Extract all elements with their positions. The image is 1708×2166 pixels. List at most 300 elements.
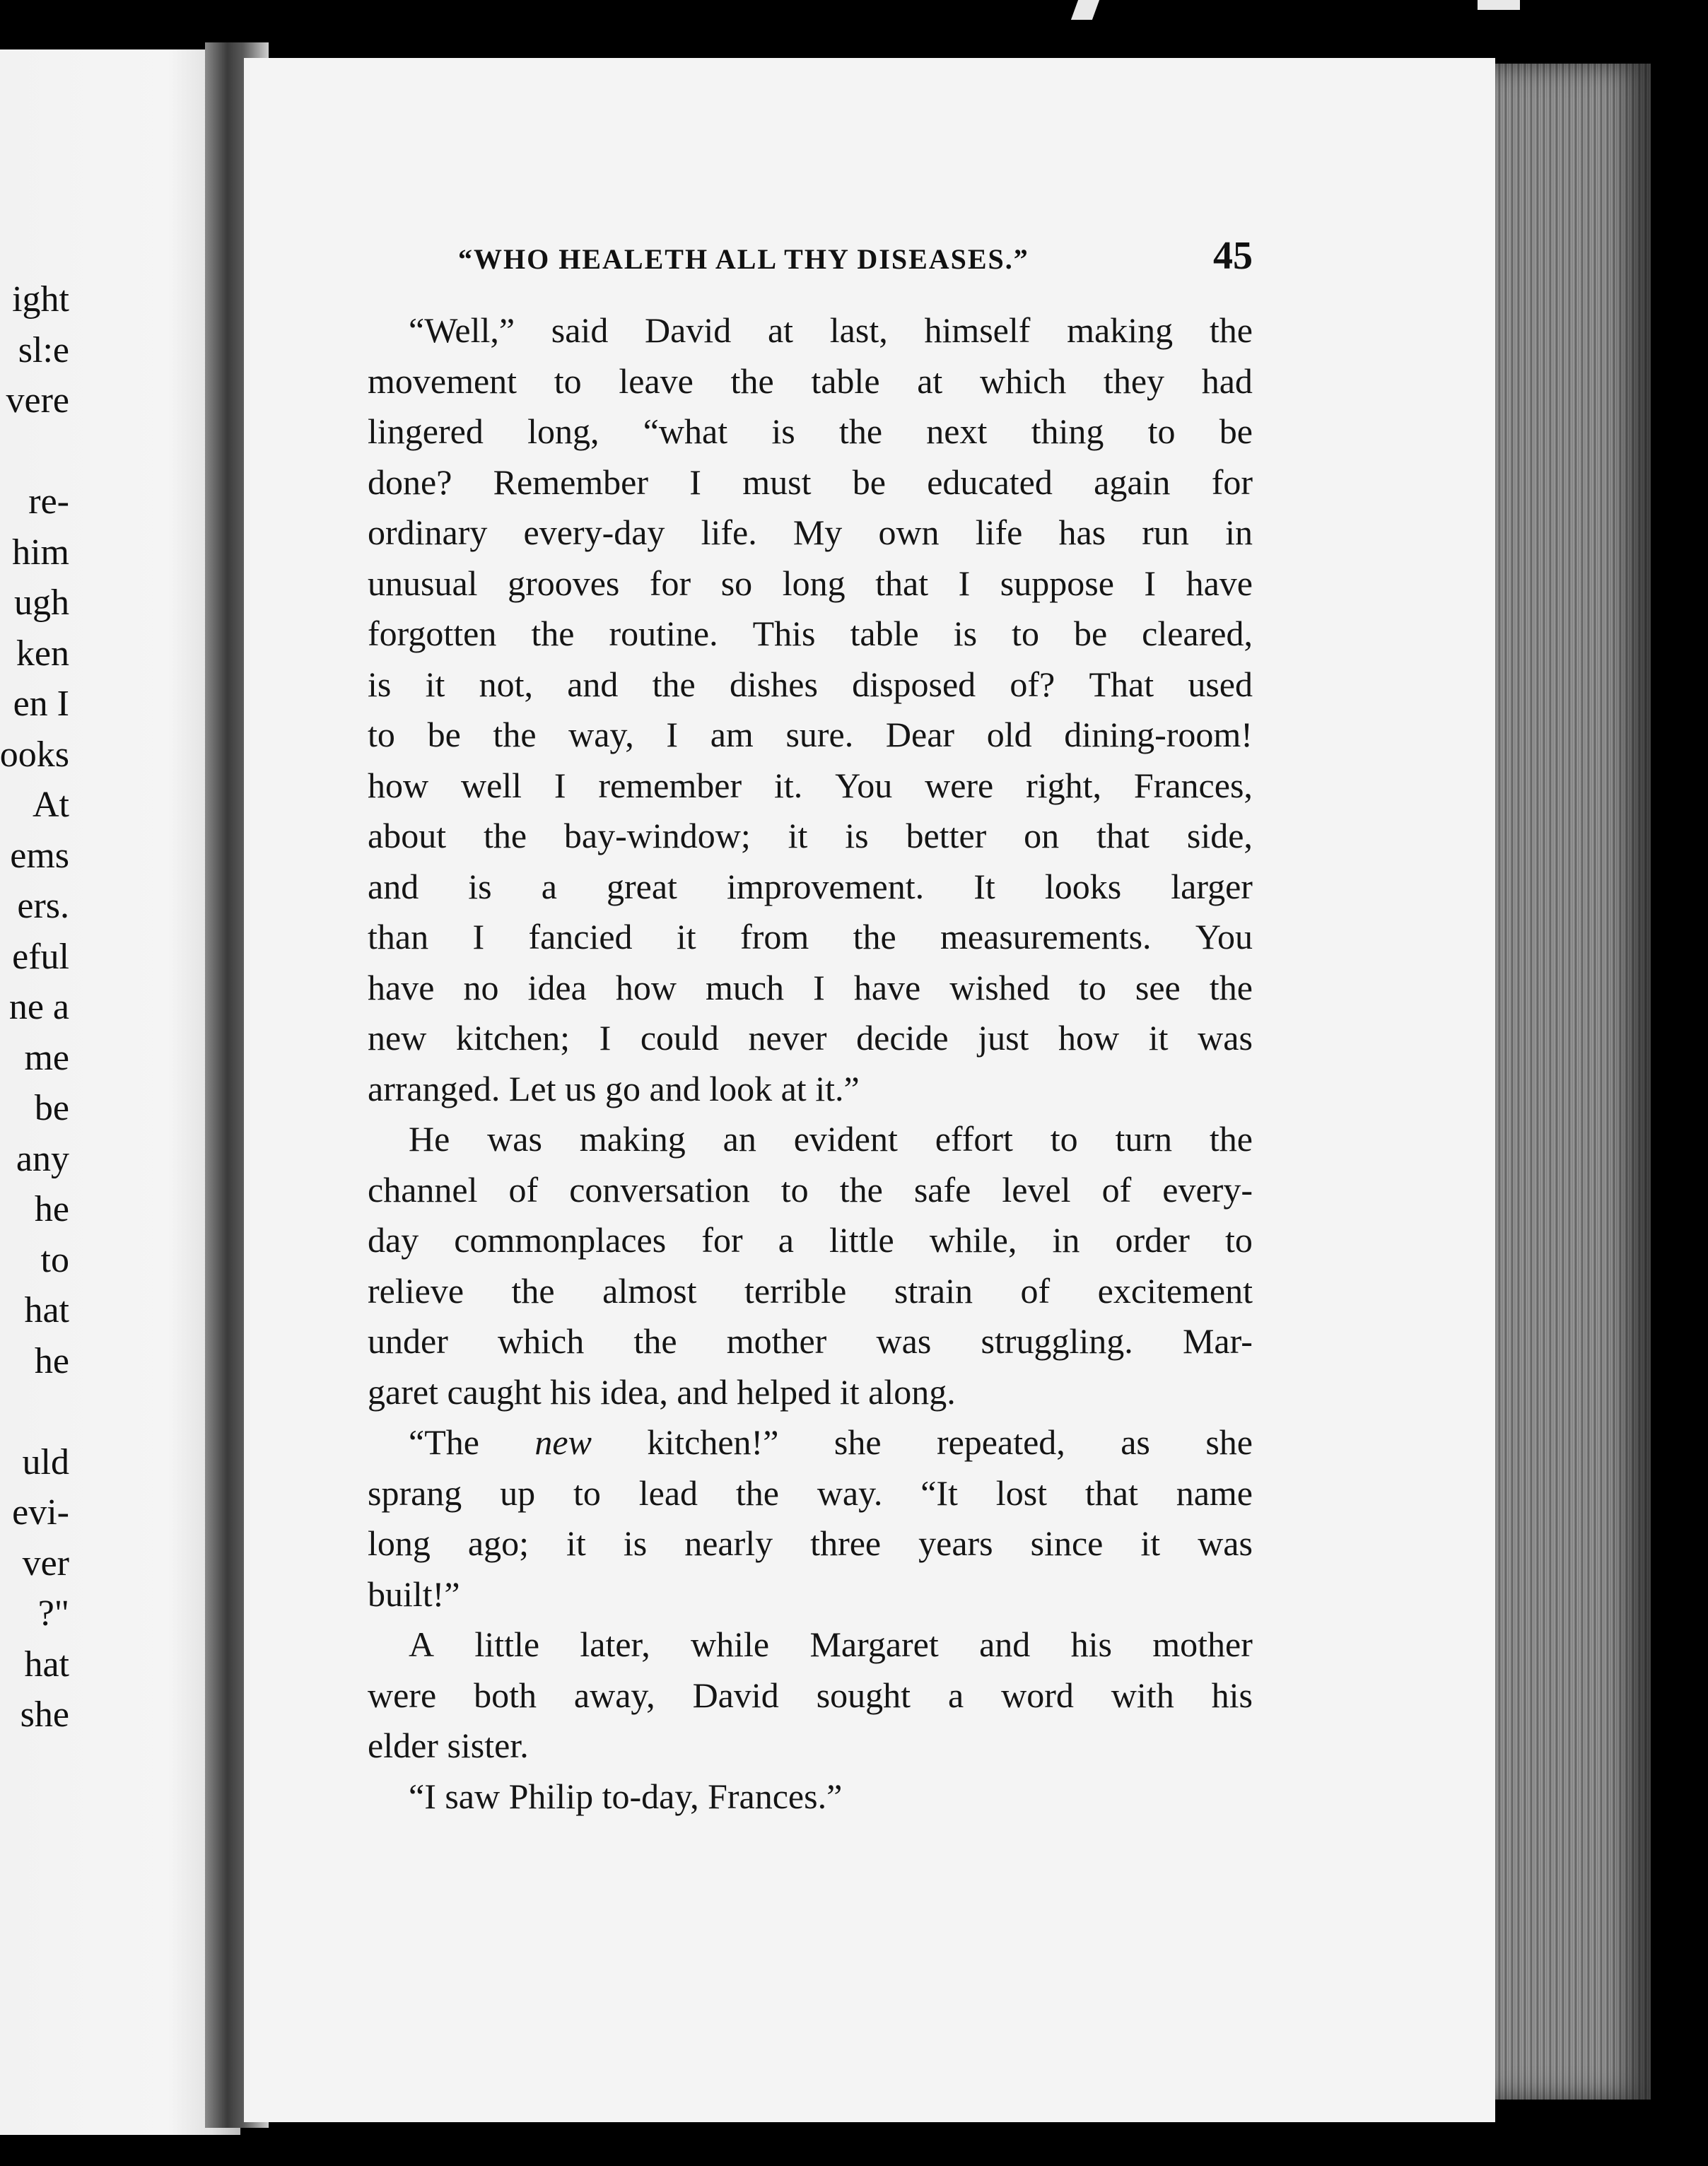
- word: looks: [1044, 866, 1122, 906]
- word: I: [599, 1018, 612, 1058]
- left-page-fragment: ooks: [0, 734, 69, 775]
- word: “Well,”: [409, 310, 515, 350]
- text-line: [368, 1518, 1253, 1569]
- word: run: [1142, 513, 1189, 552]
- word: it: [788, 816, 808, 855]
- word: is: [468, 866, 492, 906]
- word: it: [839, 1371, 869, 1412]
- word: the: [838, 411, 883, 451]
- word: along.: [868, 1371, 956, 1412]
- word: be: [1219, 411, 1253, 451]
- word: I: [1144, 563, 1157, 603]
- left-page-fragment: be: [34, 1088, 69, 1128]
- word: lost: [995, 1473, 1048, 1513]
- word: repeated,: [936, 1422, 1065, 1462]
- word: sister.: [447, 1726, 529, 1765]
- word: sprang: [368, 1473, 462, 1513]
- word: at: [767, 310, 794, 350]
- left-page-fragment: uld: [22, 1441, 69, 1482]
- word: David: [692, 1675, 779, 1715]
- word: This: [752, 614, 816, 653]
- word: day: [368, 1220, 419, 1260]
- word: was: [1198, 1018, 1253, 1058]
- word: cleared,: [1142, 614, 1253, 653]
- word: while: [691, 1624, 770, 1664]
- body-text: [368, 305, 1253, 1822]
- word: is: [623, 1523, 648, 1563]
- left-page-fragment: any: [16, 1138, 69, 1179]
- word: “The: [409, 1422, 479, 1462]
- word: dishes: [729, 664, 818, 704]
- word: the: [839, 1169, 883, 1210]
- word: it: [1148, 1018, 1169, 1058]
- word: used: [1188, 664, 1253, 704]
- word: life: [975, 513, 1023, 552]
- word: Philip: [508, 1776, 602, 1816]
- word: the: [1209, 310, 1253, 350]
- text-line: [368, 963, 1253, 1014]
- word: himself: [924, 310, 1031, 350]
- text-line: [368, 305, 1253, 356]
- word: look: [709, 1068, 781, 1108]
- text-line: [368, 1670, 1253, 1721]
- word: not,: [479, 664, 533, 704]
- word: long,: [527, 411, 599, 451]
- text-line: [368, 457, 1253, 508]
- left-page-fragment: ight: [12, 279, 69, 320]
- word: leave: [619, 361, 694, 401]
- word: idea: [527, 967, 587, 1007]
- word: than: [368, 917, 429, 956]
- word: the: [511, 1270, 555, 1311]
- word: with: [1111, 1675, 1174, 1715]
- left-page-fragment: ne a: [8, 987, 69, 1027]
- word: just: [978, 1018, 1029, 1058]
- left-page-fragment: re-: [28, 481, 69, 522]
- word: long: [782, 563, 846, 603]
- word: level: [1002, 1169, 1071, 1210]
- word: on: [1024, 816, 1060, 855]
- word: garet: [368, 1371, 448, 1412]
- left-page-fragment: hat: [24, 1290, 69, 1330]
- word: under: [368, 1321, 448, 1361]
- word: movement: [368, 361, 517, 401]
- text-line: [368, 710, 1253, 761]
- left-page-fragment: vere: [6, 380, 69, 421]
- word: I: [958, 563, 971, 603]
- word: the: [1209, 967, 1253, 1007]
- word: they: [1103, 361, 1165, 401]
- word: is: [368, 664, 392, 704]
- word: order: [1115, 1220, 1190, 1260]
- word: it.: [773, 765, 803, 805]
- word: table: [850, 614, 919, 653]
- word: could: [640, 1018, 719, 1058]
- word: go: [605, 1068, 650, 1108]
- left-page-fragment: hat: [24, 1644, 69, 1685]
- word: dining-room!: [1064, 715, 1253, 754]
- word: later,: [580, 1624, 650, 1664]
- text-line: [368, 609, 1253, 660]
- word: the: [483, 816, 527, 855]
- word: terrible: [744, 1270, 847, 1311]
- word: which: [498, 1321, 585, 1361]
- word: making: [579, 1119, 686, 1159]
- word: that: [875, 563, 929, 603]
- word: forgotten: [368, 614, 497, 653]
- word: Mar-: [1182, 1321, 1253, 1361]
- text-line: [368, 660, 1253, 710]
- left-page-fragment: evi-: [12, 1492, 69, 1533]
- word: the: [531, 614, 575, 653]
- word: suppose: [1000, 563, 1114, 603]
- text-line: [368, 1316, 1253, 1367]
- word: making: [1067, 310, 1174, 350]
- text-line: [368, 1721, 1253, 1772]
- left-page-fragment: ems: [10, 835, 69, 876]
- text-line: [368, 1114, 1253, 1165]
- word: an: [723, 1119, 756, 1159]
- word: done?: [368, 462, 452, 502]
- word: commonplaces: [454, 1220, 667, 1260]
- word: evident: [793, 1119, 898, 1159]
- word: turn: [1115, 1119, 1173, 1159]
- word: were: [925, 765, 994, 805]
- left-page-fragment: ugh: [14, 583, 69, 623]
- word: last,: [829, 310, 888, 350]
- word: every-: [1162, 1169, 1253, 1210]
- word: Margaret: [809, 1624, 939, 1664]
- text-line: [368, 1417, 1253, 1468]
- word: in: [1052, 1220, 1080, 1260]
- word: were: [368, 1675, 437, 1715]
- word: to: [1147, 411, 1176, 451]
- word: Frances,: [1133, 765, 1253, 805]
- left-page-fragment: eful: [12, 936, 69, 977]
- word: right,: [1026, 765, 1102, 805]
- word: am: [710, 715, 754, 754]
- text-line: [368, 508, 1253, 558]
- word: for: [701, 1220, 743, 1260]
- word: A: [409, 1624, 435, 1664]
- word: “It: [920, 1473, 958, 1513]
- left-page-fragment: he: [34, 1340, 69, 1381]
- word: must: [742, 462, 812, 502]
- word: she: [833, 1422, 882, 1462]
- word: I: [666, 715, 679, 754]
- word: said: [551, 310, 609, 350]
- word: to: [780, 1169, 809, 1210]
- word: My: [792, 513, 843, 552]
- word: improvement.: [727, 866, 925, 906]
- word: it: [566, 1523, 586, 1563]
- word: He: [409, 1119, 450, 1159]
- scan-artifact: [1071, 0, 1099, 20]
- word: “what: [643, 411, 728, 451]
- left-page-fragment: ver: [22, 1542, 69, 1583]
- word: was: [1198, 1523, 1253, 1563]
- word: to: [368, 715, 395, 754]
- page-number: 45: [1213, 234, 1253, 278]
- word: remember: [598, 765, 742, 805]
- word: be: [427, 715, 461, 754]
- text-line: [368, 1620, 1253, 1670]
- word: effort: [935, 1119, 1013, 1159]
- word: of: [508, 1169, 539, 1210]
- word: fancied: [528, 917, 633, 956]
- word: It: [973, 866, 995, 906]
- word: is: [771, 411, 795, 451]
- word: it: [1140, 1523, 1161, 1563]
- word: Remember: [493, 462, 649, 502]
- word: I: [813, 967, 825, 1007]
- word: life.: [701, 513, 757, 552]
- word: the: [730, 361, 774, 401]
- word: and: [368, 866, 419, 906]
- word: relieve: [368, 1270, 464, 1311]
- text-line: [368, 811, 1253, 862]
- text-line: [368, 1165, 1253, 1216]
- word: side,: [1186, 816, 1253, 855]
- word: she: [1205, 1422, 1253, 1462]
- word: have: [853, 967, 921, 1007]
- word: to-day,: [602, 1776, 708, 1816]
- word: Frances.”: [708, 1776, 843, 1816]
- word: at: [917, 361, 943, 401]
- word: away,: [573, 1675, 655, 1715]
- word: thing: [1031, 411, 1104, 451]
- word: conversation: [569, 1169, 750, 1210]
- word: since: [1030, 1523, 1104, 1563]
- left-page-fragment: ers.: [17, 886, 69, 926]
- word: “I: [409, 1776, 445, 1816]
- word: no: [463, 967, 499, 1007]
- word: strain: [894, 1270, 973, 1311]
- text-line: [368, 1367, 1253, 1418]
- word: You: [1195, 917, 1253, 956]
- word: built!”: [368, 1574, 460, 1614]
- word: the: [1209, 1119, 1253, 1159]
- word: Dear: [885, 715, 955, 754]
- word: is: [953, 614, 978, 653]
- word: new: [534, 1422, 592, 1462]
- word: I: [554, 765, 566, 805]
- word: for: [649, 563, 691, 603]
- word: ago;: [467, 1523, 530, 1563]
- word: years: [918, 1523, 993, 1563]
- word: little: [474, 1624, 540, 1664]
- word: again: [1094, 462, 1171, 502]
- page-edges: [1495, 64, 1651, 2100]
- left-facing-page: [0, 49, 240, 2135]
- word: be: [852, 462, 886, 502]
- word: and: [649, 1068, 710, 1108]
- left-page-fragment: him: [12, 532, 69, 573]
- word: saw: [445, 1776, 509, 1816]
- word: well: [460, 765, 522, 805]
- text-line: [368, 1215, 1253, 1266]
- word: great: [607, 866, 677, 906]
- word: measurements.: [940, 917, 1152, 956]
- word: arranged.: [368, 1068, 509, 1108]
- word: kitchen!”: [647, 1422, 779, 1462]
- word: Let: [508, 1068, 566, 1108]
- word: little: [829, 1220, 894, 1260]
- word: nearly: [684, 1523, 773, 1563]
- word: and: [677, 1371, 737, 1412]
- word: bay-window;: [563, 816, 751, 855]
- word: see: [1135, 967, 1181, 1007]
- word: to: [1225, 1220, 1253, 1260]
- word: from: [740, 917, 809, 956]
- word: to: [1012, 614, 1039, 653]
- left-page-fragment: he: [34, 1189, 69, 1229]
- word: excitement: [1097, 1270, 1253, 1311]
- word: a: [947, 1675, 964, 1715]
- word: it.”: [815, 1068, 860, 1108]
- word: almost: [602, 1270, 697, 1311]
- word: educated: [927, 462, 1053, 502]
- text-line: [368, 1772, 1253, 1822]
- word: That: [1089, 664, 1154, 704]
- left-page-fragment: ?": [37, 1593, 69, 1634]
- word: name: [1176, 1473, 1253, 1513]
- text-line: [368, 356, 1253, 407]
- left-page-fragment: she: [20, 1694, 69, 1735]
- word: mother: [1152, 1624, 1253, 1664]
- word: wished: [949, 967, 1050, 1007]
- text-line: [368, 1266, 1253, 1317]
- left-page-fragment: en I: [13, 684, 69, 724]
- word: it: [425, 664, 445, 704]
- left-page-fragment: to: [40, 1239, 69, 1280]
- word: David: [645, 310, 732, 350]
- word: have: [368, 967, 435, 1007]
- word: lingered: [368, 411, 484, 451]
- word: in: [1225, 513, 1253, 552]
- word: his: [1070, 1624, 1112, 1664]
- text-line: [368, 558, 1253, 609]
- word: every-day: [523, 513, 665, 552]
- word: is: [845, 816, 869, 855]
- word: how: [368, 765, 429, 805]
- word: about: [368, 816, 447, 855]
- word: and: [567, 664, 619, 704]
- word: I: [689, 462, 701, 502]
- word: the: [853, 917, 896, 956]
- word: caught: [447, 1371, 551, 1412]
- word: three: [810, 1523, 882, 1563]
- word: channel: [368, 1169, 478, 1210]
- word: for: [1211, 462, 1253, 502]
- word: struggling.: [981, 1321, 1133, 1361]
- word: word: [1001, 1675, 1074, 1715]
- word: and: [979, 1624, 1031, 1664]
- word: You: [835, 765, 893, 805]
- word: helped: [737, 1371, 840, 1412]
- word: sought: [816, 1675, 911, 1715]
- word: the: [652, 664, 696, 704]
- word: way.: [817, 1473, 883, 1513]
- word: disposed: [852, 664, 976, 704]
- word: lead: [638, 1473, 698, 1513]
- word: next: [926, 411, 988, 451]
- word: the: [493, 715, 537, 754]
- word: it: [676, 917, 696, 956]
- word: so: [720, 563, 753, 603]
- word: that: [1096, 816, 1150, 855]
- word: while,: [929, 1220, 1017, 1260]
- word: that: [1084, 1473, 1138, 1513]
- word: ordinary: [368, 513, 488, 552]
- word: long: [368, 1523, 431, 1563]
- text-line: [368, 862, 1253, 913]
- scan-artifact: [1478, 0, 1520, 10]
- word: how: [615, 967, 677, 1007]
- word: was: [876, 1321, 932, 1361]
- word: of: [1101, 1169, 1132, 1210]
- text-line: [368, 1468, 1253, 1519]
- left-page-fragment: At: [33, 785, 69, 825]
- text-line: [368, 761, 1253, 812]
- word: the: [735, 1473, 779, 1513]
- text-line: [368, 1569, 1253, 1620]
- word: as: [1121, 1422, 1150, 1462]
- word: up: [500, 1473, 536, 1513]
- word: unusual: [368, 563, 478, 603]
- word: have: [1186, 563, 1253, 603]
- word: mother: [726, 1321, 827, 1361]
- word: own: [878, 513, 940, 552]
- running-head: [458, 233, 1253, 279]
- word: at: [780, 1068, 816, 1108]
- text-line: [368, 1013, 1253, 1064]
- word: be: [1073, 614, 1108, 653]
- word: never: [748, 1018, 827, 1058]
- word: larger: [1171, 866, 1253, 906]
- word: old: [986, 715, 1032, 754]
- word: safe: [913, 1169, 971, 1210]
- word: to: [1078, 967, 1106, 1007]
- word: sure.: [785, 715, 854, 754]
- text-line: [368, 406, 1253, 457]
- word: to: [1050, 1119, 1078, 1159]
- text-line: [368, 1064, 1253, 1115]
- word: had: [1201, 361, 1253, 401]
- word: how: [1058, 1018, 1120, 1058]
- left-page-fragment: me: [24, 1037, 69, 1078]
- word: grooves: [508, 563, 620, 603]
- word: a: [541, 866, 557, 906]
- word: decide: [856, 1018, 949, 1058]
- word: table: [811, 361, 880, 401]
- word: to: [554, 361, 582, 401]
- word: much: [705, 967, 785, 1007]
- word: both: [474, 1675, 537, 1715]
- word: routine.: [609, 614, 718, 653]
- word: to: [573, 1473, 601, 1513]
- word: kitchen;: [455, 1018, 570, 1058]
- word: new: [368, 1018, 427, 1058]
- word: way,: [568, 715, 634, 754]
- word: of: [1020, 1270, 1051, 1311]
- word: us: [565, 1068, 605, 1108]
- left-page-fragment: ken: [16, 633, 69, 674]
- left-page-fragment: sl:e: [18, 329, 69, 370]
- word: I: [472, 917, 485, 956]
- word: his: [1211, 1675, 1253, 1715]
- text-line: [368, 912, 1253, 963]
